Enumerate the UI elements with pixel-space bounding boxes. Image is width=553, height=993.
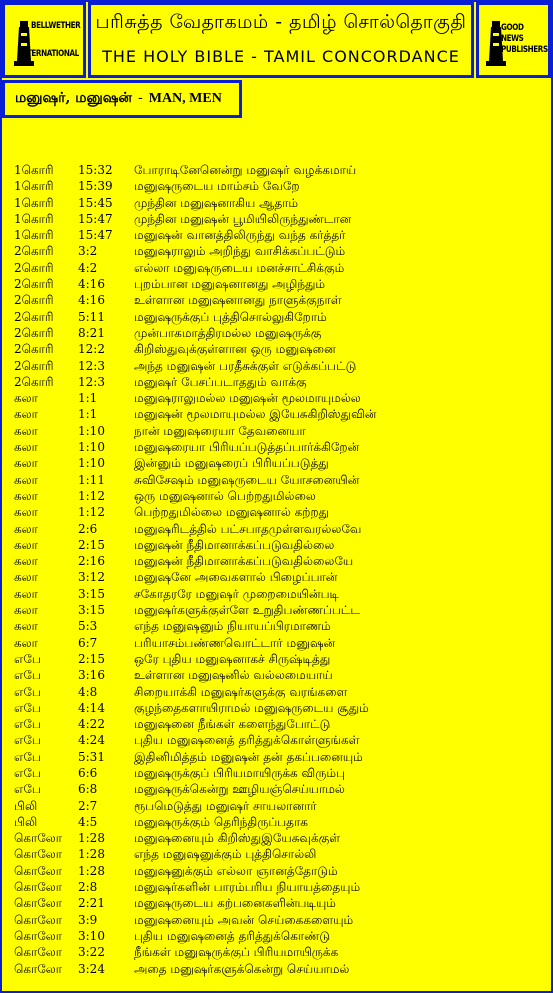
concordance-row — [14, 846, 544, 862]
verse-text: மனுஷனை நீங்கள் களைந்துபோட்டு — [134, 717, 331, 732]
book-name: கலா — [14, 619, 38, 634]
concordance-row — [14, 667, 544, 683]
verse-ref: 12:3 — [78, 358, 105, 373]
verse-text: சிறையாக்கி மனுஷர்களுக்கு வரங்களை — [134, 684, 348, 699]
book-name: பிலி — [14, 814, 38, 829]
book-name: கலா — [14, 570, 38, 585]
verse-text: எல்லா மனுஷருடைய மனச்சாட்சிக்கும் — [134, 260, 345, 275]
verse-text: நீங்கள் மனுஷருக்குப் பிரியமாயிருக்க — [134, 945, 339, 960]
book-name: கொலோ — [14, 831, 63, 846]
verse-ref: 1:12 — [78, 505, 105, 520]
book-name: கலா — [14, 391, 38, 406]
verse-text: மனுஷருக்குப் பிரியமாயிருக்க விரும்பு — [134, 765, 345, 780]
verse-text: உள்ளான மனுஷனானது நாளுக்குநாள் — [134, 293, 342, 308]
concordance-row — [14, 961, 544, 977]
concordance-row — [14, 406, 544, 422]
concordance-row — [14, 944, 544, 960]
book-name: 1கொரி — [14, 179, 54, 194]
verse-ref: 4:16 — [78, 293, 105, 308]
verse-text: புறம்பான மனுஷனானது அழிந்தும் — [134, 277, 326, 292]
book-name: கலா — [14, 456, 38, 471]
verse-text: குழந்தைகளாயிராமல் மனுஷருடைய சூதும் — [134, 700, 369, 715]
verse-ref: 5:3 — [78, 619, 98, 634]
logo-text-line1: GOOD NEWS — [501, 23, 524, 44]
book-name: 2கொரி — [14, 325, 54, 340]
concordance-row — [14, 814, 544, 830]
book-name: கலா — [14, 505, 38, 520]
verse-ref: 3:15 — [78, 603, 105, 618]
verse-text: இதினிமித்தம் மனுஷன் தன் தகப்பனையும் — [134, 749, 363, 764]
verse-text: மனுஷர்களின் பாரம்பரிய நியாயத்தையும் — [134, 880, 361, 895]
verse-text: மனுஷராலும் அறிந்து வாசிக்கப்பட்டும் — [134, 244, 346, 259]
book-name: பிலி — [14, 798, 38, 813]
book-name: கலா — [14, 423, 38, 438]
verse-text: ரூபமெடுத்து மனுஷர் சாயலானார் — [134, 798, 317, 813]
verse-text: முந்தின மனுஷனாகிய ஆதாம் — [134, 195, 299, 210]
concordance-row — [14, 260, 544, 276]
book-name: 2கொரி — [14, 293, 54, 308]
verse-text: மனுஷரையா பிரியப்படுத்தப்பார்க்கிறேன் — [134, 440, 360, 455]
book-name: கொலோ — [14, 880, 63, 895]
book-name: கலா — [14, 537, 38, 552]
concordance-row — [14, 781, 544, 797]
book-name: 2கொரி — [14, 358, 54, 373]
verse-ref: 5:31 — [78, 749, 105, 764]
verse-text: எந்த மனுஷனும் நியாயப்பிரமாணம் — [134, 619, 331, 634]
verse-text: முன்பாகமாத்திரமல்ல மனுஷருக்கு — [134, 325, 322, 340]
concordance-row — [14, 178, 544, 194]
concordance-row — [14, 521, 544, 537]
book-name: எபே — [14, 651, 41, 666]
verse-ref: 3:2 — [78, 244, 98, 259]
concordance-row — [14, 765, 544, 781]
concordance-row — [14, 292, 544, 308]
concordance-row — [14, 341, 544, 357]
logo-text-line2: INTERNATIONAL — [19, 49, 79, 59]
book-name: கொலோ — [14, 847, 63, 862]
book-name: கலா — [14, 440, 38, 455]
concordance-row — [14, 390, 544, 406]
verse-ref: 4:24 — [78, 733, 105, 748]
book-name: கலா — [14, 635, 38, 650]
book-name: 2கொரி — [14, 277, 54, 292]
book-name: 1கொரி — [14, 163, 54, 177]
concordance-row — [14, 455, 544, 471]
concordance-row — [14, 504, 544, 520]
concordance-row — [14, 243, 544, 259]
verse-ref: 1:28 — [78, 863, 105, 878]
verse-text: மனுஷருடைய கற்பனைகளின்படியும் — [134, 896, 336, 911]
verse-ref: 2:21 — [78, 896, 105, 911]
book-name: கொலோ — [14, 945, 63, 960]
book-name: எபே — [14, 749, 41, 764]
concordance-row — [14, 374, 544, 390]
verse-ref: 6:6 — [78, 765, 98, 780]
verse-ref: 2:8 — [78, 880, 98, 895]
concordance-row — [14, 569, 544, 585]
verse-ref: 3:10 — [78, 928, 105, 943]
verse-ref: 15:39 — [78, 179, 113, 194]
book-name: கொலோ — [14, 896, 63, 911]
verse-text: சுவிசேஷம் மனுஷருடைய யோசனையின் — [134, 472, 360, 487]
book-name: கலா — [14, 521, 38, 536]
verse-text: கிறிஸ்துவுக்குள்ளான ஒரு மனுஷனை — [134, 342, 336, 357]
concordance-row — [14, 602, 544, 618]
verse-ref: 1:10 — [78, 423, 105, 438]
concordance-row — [14, 651, 544, 667]
verse-ref: 2:15 — [78, 651, 105, 666]
book-name: 1கொரி — [14, 228, 54, 243]
concordance-row — [14, 749, 544, 765]
concordance-row — [14, 830, 544, 846]
book-name: 2கொரி — [14, 374, 54, 389]
book-name: எபே — [14, 668, 41, 683]
book-name: எபே — [14, 700, 41, 715]
concordance-row — [14, 227, 544, 243]
verse-text: மனுஷனே அவைகளால் பிழைப்பான் — [134, 570, 338, 585]
verse-text: நான் மனுஷரையா தேவனையா — [134, 423, 306, 438]
book-name: கலா — [14, 554, 38, 569]
verse-text: மனுஷனையும் அவன் செய்கைகளையும் — [134, 912, 354, 927]
book-name: 1கொரி — [14, 211, 54, 226]
verse-ref: 3:24 — [78, 961, 105, 976]
book-name: 2கொரி — [14, 309, 54, 324]
title-tamil: பரிசுத்த வேதாகமம் - தமிழ் சொல்தொகுதி — [95, 11, 467, 33]
verse-text: மனுஷனுக்கும் எல்லா ஞானத்தோடும் — [134, 863, 338, 878]
verse-ref: 4:2 — [78, 260, 98, 275]
verse-ref: 2:16 — [78, 554, 105, 569]
heading-separator: - — [138, 90, 143, 106]
concordance-row — [14, 309, 544, 325]
verse-text: மனுஷராலுமல்ல மனுஷன் மூலமாயுமல்ல — [134, 391, 361, 406]
verse-text: மனுஷருக்கென்று ஊழியஞ்செய்யாமல் — [134, 782, 345, 797]
book-name: கொலோ — [14, 912, 63, 927]
verse-ref: 6:8 — [78, 782, 98, 797]
verse-ref: 15:45 — [78, 195, 113, 210]
verse-ref: 4:8 — [78, 684, 98, 699]
verse-ref: 3:16 — [78, 668, 105, 683]
concordance-row — [14, 700, 544, 716]
verse-ref: 1:12 — [78, 488, 105, 503]
heading-tamil: மனுஷர், மனுஷன் — [15, 90, 132, 106]
title-banner — [88, 2, 474, 78]
book-name: எபே — [14, 717, 41, 732]
book-name: 2கொரி — [14, 342, 54, 357]
verse-ref: 2:7 — [78, 798, 98, 813]
verse-text: புதிய மனுஷனைத் தரித்துக்கொண்டு — [134, 928, 331, 943]
verse-ref: 12:3 — [78, 374, 105, 389]
book-name: கலா — [14, 603, 38, 618]
verse-ref: 15:47 — [78, 228, 113, 243]
concordance-row — [14, 895, 544, 911]
verse-ref: 4:5 — [78, 814, 98, 829]
verse-ref: 1:1 — [78, 391, 98, 406]
concordance-row — [14, 488, 544, 504]
book-name: கலா — [14, 488, 38, 503]
verse-text: மனுஷருக்கும் தெரிந்திருப்பதாக — [134, 814, 308, 829]
verse-ref: 12:2 — [78, 342, 105, 357]
verse-ref: 15:47 — [78, 211, 113, 226]
bellwether-logo — [2, 2, 86, 78]
concordance-row — [14, 863, 544, 879]
book-name: 2கொரி — [14, 260, 54, 275]
verse-ref: 4:14 — [78, 700, 105, 715]
concordance-row — [14, 586, 544, 602]
concordance-row — [14, 553, 544, 569]
verse-text: அந்த மனுஷன் பரதீசுக்குள் எடுக்கப்பட்டு — [134, 358, 357, 373]
verse-ref: 8:21 — [78, 325, 105, 340]
good-news-logo — [476, 2, 551, 78]
verse-ref: 1:28 — [78, 831, 105, 846]
book-name: 2கொரி — [14, 244, 54, 259]
verse-text: ஒரே புதிய மனுஷனாகச் சிருஷ்டித்து — [134, 651, 331, 666]
verse-text: மனுஷன் நீதிமானாக்கப்படுவதில்லையே — [134, 554, 354, 569]
verse-ref: 1:1 — [78, 407, 98, 422]
verse-text: பரியாசம்பண்ணவொட்டார் மனுஷன் — [134, 635, 336, 650]
heading-english: MAN, MEN — [148, 91, 222, 106]
verse-ref: 1:10 — [78, 440, 105, 455]
concordance-row — [14, 211, 544, 227]
verse-ref: 3:12 — [78, 570, 105, 585]
verse-ref: 1:11 — [78, 472, 105, 487]
verse-text: சகோதரரே மனுஷர் முறைமையின்படி — [134, 586, 340, 601]
verse-text: மனுஷனையும் கிறிஸ்துஇயேசுவுக்குள் — [134, 831, 341, 846]
word-heading — [15, 90, 222, 108]
logo-text-line2: PUBLISHERS — [501, 45, 548, 55]
concordance-row — [14, 928, 544, 944]
verse-ref: 1:10 — [78, 456, 105, 471]
concordance-row — [14, 716, 544, 732]
book-name: கலா — [14, 472, 38, 487]
verse-text: மனுஷருக்குப் புத்திசொல்லுகிறோம் — [134, 309, 327, 324]
book-name: கொலோ — [14, 961, 63, 976]
verse-text: போராடினேனென்று மனுஷர் வழக்கமாய் — [134, 163, 357, 177]
book-name: எபே — [14, 733, 41, 748]
verse-text: இன்னும் மனுஷரைப் பிரியப்படுத்து — [134, 456, 329, 471]
verse-text: அதை மனுஷர்களுக்கென்று செய்யாமல் — [134, 961, 350, 976]
book-name: 1கொரி — [14, 195, 54, 210]
book-name: எபே — [14, 782, 41, 797]
verse-text: உள்ளான மனுஷனில் வல்லமையாய் — [134, 668, 333, 683]
concordance-row — [14, 684, 544, 700]
verse-ref: 3:22 — [78, 945, 105, 960]
concordance-row — [14, 912, 544, 928]
concordance-row — [14, 618, 544, 634]
verse-text: மனுஷன் வானத்திலிருந்து வந்த கர்த்தர் — [134, 228, 346, 243]
concordance-row — [14, 732, 544, 748]
concordance-row — [14, 162, 544, 178]
concordance-row — [14, 879, 544, 895]
verse-ref: 4:22 — [78, 717, 105, 732]
concordance-row — [14, 439, 544, 455]
concordance-row — [14, 195, 544, 211]
title-english: THE HOLY BIBLE - TAMIL CONCORDANCE — [102, 47, 460, 66]
book-name: கலா — [14, 407, 38, 422]
verse-ref: 15:32 — [78, 163, 113, 177]
book-name: எபே — [14, 684, 41, 699]
verse-text: பெற்றதுமில்லை மனுஷனால் கற்றது — [134, 505, 330, 520]
book-name: கொலோ — [14, 863, 63, 878]
concordance-row — [14, 537, 544, 553]
concordance-list — [14, 162, 544, 977]
verse-ref: 2:6 — [78, 521, 98, 536]
verse-text: ஒரு மனுஷனால் பெற்றதுமில்லை — [134, 488, 316, 503]
logo-text-line1: BELLWETHER — [31, 21, 81, 31]
concordance-row — [14, 423, 544, 439]
verse-ref: 4:16 — [78, 277, 105, 292]
verse-text: மனுஷன் நீதிமானாக்கப்படுவதில்லை — [134, 537, 335, 552]
word-heading-box — [2, 80, 242, 118]
concordance-row — [14, 276, 544, 292]
verse-text: மனுஷர் பேசப்படாததும் வாக்கு — [134, 374, 307, 389]
verse-text: எந்த மனுஷனுக்கும் புத்திசொல்லி — [134, 847, 317, 862]
verse-ref: 6:7 — [78, 635, 98, 650]
verse-ref: 3:15 — [78, 586, 105, 601]
verse-ref: 2:15 — [78, 537, 105, 552]
verse-text: மனுஷரிடத்தில் பட்சபாதமுள்ளவரல்லவே — [134, 521, 362, 536]
verse-text: மனுஷன் மூலமாயுமல்ல இயேசுகிறிஸ்துவின் — [134, 407, 377, 422]
book-name: எபே — [14, 765, 41, 780]
book-name: கொலோ — [14, 928, 63, 943]
verse-text: மனுஷர்களுக்குள்ளே உறுதிபண்ணப்பட்ட — [134, 603, 360, 618]
verse-text: முந்தின மனுஷன் பூமியிலிருந்துண்டான — [134, 211, 352, 226]
book-name: கலா — [14, 586, 38, 601]
verse-ref: 5:11 — [78, 309, 105, 324]
verse-ref: 3:9 — [78, 912, 98, 927]
verse-ref: 1:28 — [78, 847, 105, 862]
concordance-row — [14, 798, 544, 814]
concordance-row — [14, 358, 544, 374]
concordance-row — [14, 635, 544, 651]
concordance-row — [14, 325, 544, 341]
verse-text: புதிய மனுஷனைத் தரித்துக்கொள்ளுங்கள் — [134, 733, 360, 748]
verse-text: மனுஷருடைய மாம்சம் வேறே — [134, 179, 300, 194]
concordance-row — [14, 472, 544, 488]
